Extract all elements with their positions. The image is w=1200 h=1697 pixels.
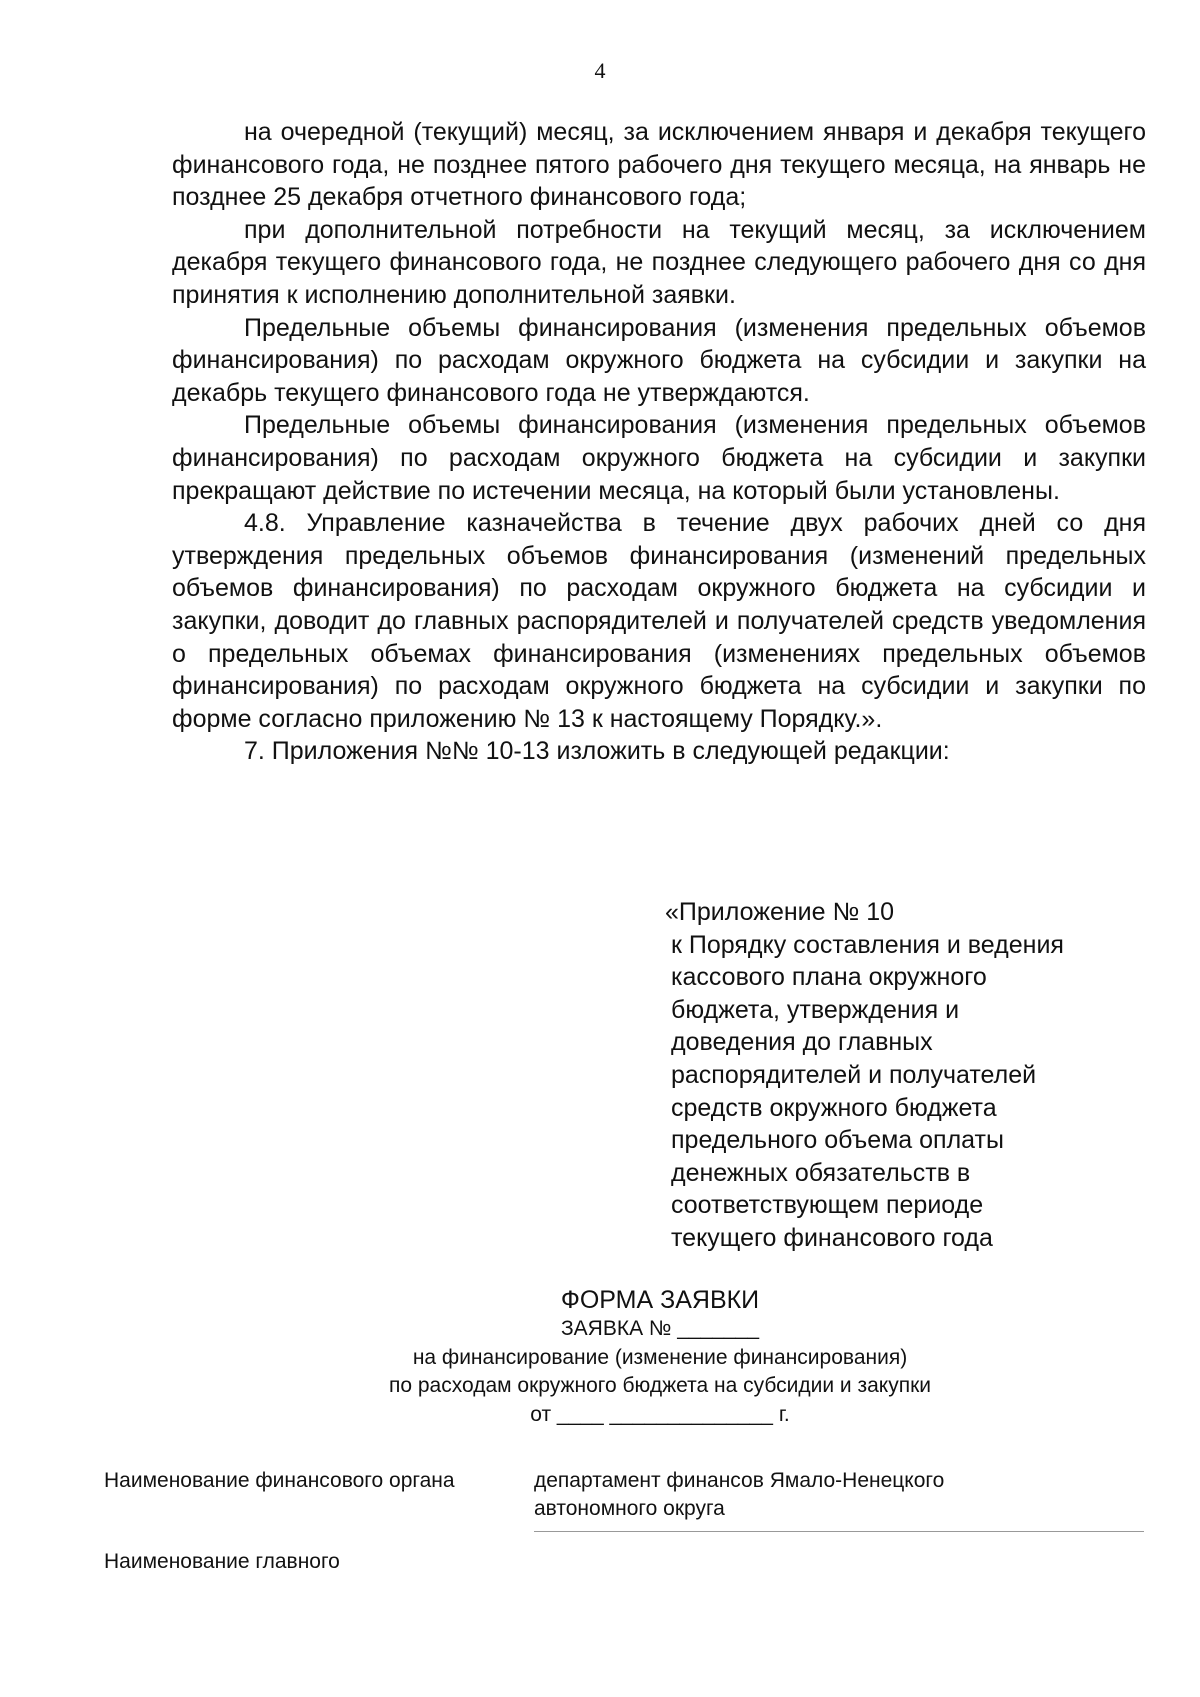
appendix-line: предельного объема оплаты xyxy=(671,1126,1004,1155)
application-number-line: ЗАЯВКА № _______ xyxy=(560,1317,760,1340)
body-text xyxy=(172,116,1146,768)
appendix-line: распорядителей и получателей xyxy=(671,1060,1037,1089)
paragraph-monthly-deadline: на очередной (текущий) месяц, за исключением января и декабря текущего финансового года, не позднее пятого рабочего дня текущего месяца, на январь не позднее 25 декабря отчетного финансового года; xyxy=(172,118,1146,212)
appendix-title: «Приложение № 10 xyxy=(665,898,895,926)
paragraph-appendices-amendment: 7. Приложения №№ 10-13 изложить в следующей редакции: xyxy=(244,737,950,766)
field-value-financial-authority xyxy=(534,1467,1144,1532)
application-purpose-line: на финансирование (изменение финансирования) xyxy=(412,1345,908,1369)
appendix-block xyxy=(665,896,1151,1255)
field-label-financial-authority: Наименование финансового органа xyxy=(104,1469,455,1492)
appendix-line: текущего финансового года xyxy=(671,1223,993,1252)
appendix-line: денежных обязательств в xyxy=(671,1158,971,1187)
form-title: ФОРМА ЗАЯВКИ xyxy=(560,1286,760,1314)
form-header xyxy=(0,1285,1200,1429)
appendix-line: соответствующем периоде xyxy=(671,1191,984,1220)
field-value-line: департамент финансов Ямало-Ненецкого xyxy=(534,1469,945,1492)
appendix-line: средств окружного бюджета xyxy=(671,1093,997,1122)
appendix-line: к Порядку составления и ведения xyxy=(671,930,1064,959)
field-label-main-administrator: Наименование главного xyxy=(104,1550,340,1573)
field-value-line: автономного округа xyxy=(534,1497,725,1520)
page-number: 4 xyxy=(594,58,606,83)
application-scope-line: по расходам окружного бюджета на субсидии и закупки xyxy=(388,1374,931,1397)
application-date-line: от ____ ______________ г. xyxy=(530,1402,790,1426)
appendix-line: бюджета, утверждения и xyxy=(671,995,960,1024)
appendix-line: кассового плана окружного xyxy=(671,963,987,992)
paragraph-4-8-treasury: 4.8. Управление казначейства в течение двух рабочих дней со дня утверждения предельных объемов финансирования (изменений предельных объемов финансирования) по расходам окружного бюджета на субсидии и закупки, доводит до главных распорядителей и получателей средств уведомления о предельных объемах финансирования (изменениях предельных объемов финансирования) по расходам окружного бюджета на субсидии и закупки по форме согласно приложению № 13 к настоящему Порядку.». xyxy=(172,509,1146,733)
paragraph-additional-need: при дополнительной потребности на текущий месяц, за исключением декабря текущего финансового года, не позднее следующего рабочего дня со дня принятия к исполнению дополнительной заявки. xyxy=(172,215,1146,309)
paragraph-december-limits: Предельные объемы финансирования (изменения предельных объемов финансирования) по расходам окружного бюджета на субсидии и закупки на декабрь текущего финансового года не утверждаются. xyxy=(172,313,1146,407)
appendix-line: доведения до главных xyxy=(671,1028,933,1057)
paragraph-limits-expiry: Предельные объемы финансирования (изменения предельных объемов финансирования) по расходам окружного бюджета на субсидии и закупки прекращают действие по истечении месяца, на который были установлены. xyxy=(172,411,1146,505)
